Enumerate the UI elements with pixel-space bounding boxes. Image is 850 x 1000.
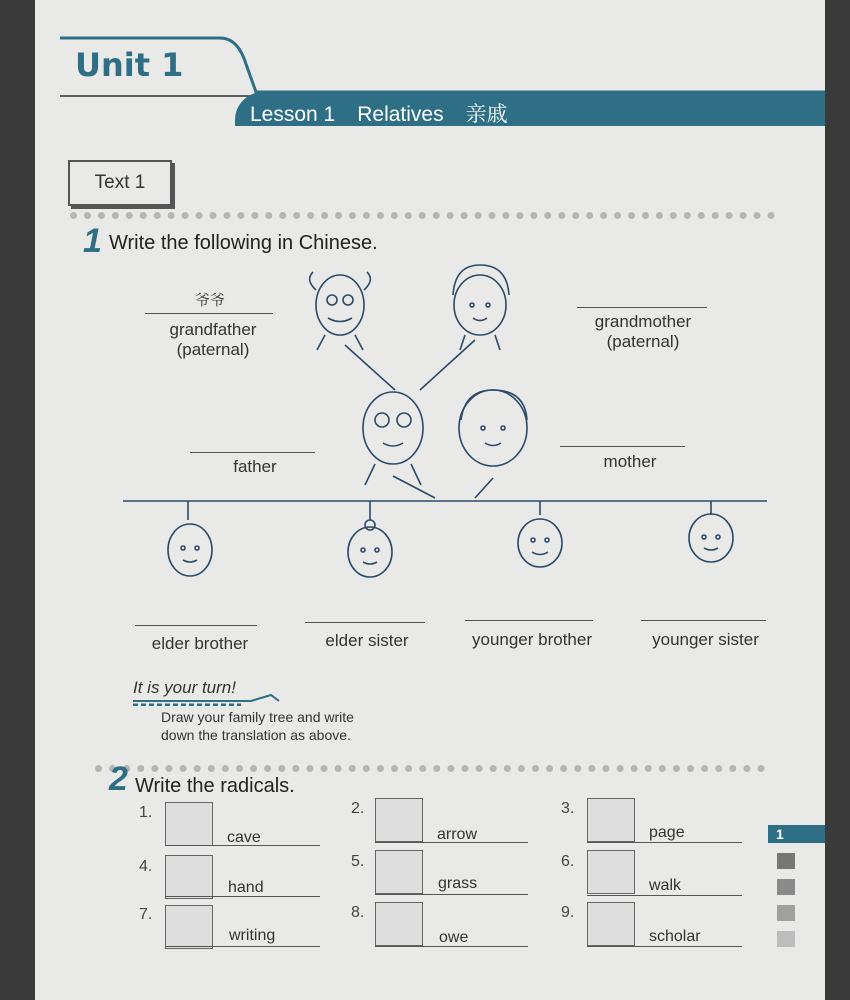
grandmother-answer-line[interactable] [577,307,707,308]
grandmother-face-icon [453,265,509,350]
section-1-number: 1 [83,222,102,260]
radical-answer-box[interactable] [587,902,635,946]
mother-face-icon [459,390,527,466]
radical-word: owe [439,929,469,946]
grandfather-face-icon [310,272,371,350]
radical-line [165,845,320,846]
elder-sister-face-icon [348,520,392,577]
radical-answer-box[interactable] [375,902,423,946]
radical-line [587,842,742,843]
unit-title: Unit 1 [75,46,184,84]
younger-brother-label: younger brother [471,630,593,649]
radical-word: walk [649,877,682,894]
your-turn-heading: It is your turn! [133,678,236,697]
radical-word: arrow [437,826,478,843]
grandmother-label: grandmother (paternal) [594,312,692,351]
radical-word: page [649,824,685,841]
workbook-page [35,0,825,1000]
section-2-number: 2 [109,760,128,798]
younger-brother-face-icon [518,519,562,567]
radical-answer-box[interactable] [375,850,423,894]
section-2-title: Write the radicals. [135,775,295,797]
section-1-title: Write the following in Chinese. [109,232,378,254]
radical-line [375,894,528,895]
father-face-icon [363,392,423,485]
younger-brother-answer-line[interactable] [465,620,593,621]
elder-brother-face-icon [168,524,212,576]
grandfather-answer: 爷爷 [194,292,225,309]
radical-number: 1. [139,804,153,821]
father-answer-line[interactable] [190,452,315,453]
text-1-label: Text 1 [68,160,172,206]
your-turn-underline [131,692,281,706]
radical-number: 7. [139,906,153,923]
radical-word: hand [228,879,264,896]
radical-line [587,946,742,947]
radical-line [375,842,528,843]
elder-sister-label: elder sister [325,631,409,650]
father-label: father [233,457,277,476]
radical-line [587,895,742,896]
radical-answer-box[interactable] [165,855,213,899]
radical-answer-box[interactable] [165,905,213,949]
side-marker [777,931,795,947]
lesson-heading [250,98,530,128]
radical-number: 9. [561,904,575,921]
radical-number: 6. [561,853,575,870]
grandfather-answer-line[interactable] [145,313,273,314]
radical-word: grass [438,875,478,892]
radical-number: 2. [351,800,365,817]
radical-line [375,946,528,947]
family-tree-illustration [35,250,825,600]
radical-number: 5. [351,853,365,870]
your-turn-description: Draw your family tree and write down the translation as above. [161,709,354,743]
younger-sister-answer-line[interactable] [641,620,766,621]
lesson-number: Lesson 1 [250,103,336,126]
grandfather-label: grandfather (paternal) [169,320,257,359]
radical-answer-box[interactable] [165,802,213,846]
lesson-chinese-title: 亲戚 [465,103,508,126]
elder-brother-answer-line[interactable] [135,625,257,626]
mother-answer-line[interactable] [560,446,685,447]
radical-line [165,896,320,897]
younger-sister-label: younger sister [652,630,759,649]
lesson-title: Relatives [357,103,444,126]
radical-number: 8. [351,904,365,921]
side-marker [777,905,795,921]
side-marker [777,853,795,869]
side-marker [777,879,795,895]
radical-number: 3. [561,800,575,817]
elder-sister-answer-line[interactable] [305,622,425,623]
radical-answer-box[interactable] [375,798,423,842]
section-1-divider [70,212,775,219]
radical-answer-box[interactable] [587,798,635,842]
radical-number: 4. [139,858,153,875]
radical-line [165,946,320,947]
page-tab: 1 [768,825,825,843]
section-2-divider [95,765,765,772]
radical-word: scholar [649,928,701,945]
radical-answer-box[interactable] [587,850,635,894]
mother-label: mother [603,452,657,471]
radical-word: writing [229,927,276,944]
younger-sister-face-icon [689,514,733,562]
elder-brother-label: elder brother [151,634,249,653]
radical-word: cave [227,829,261,846]
